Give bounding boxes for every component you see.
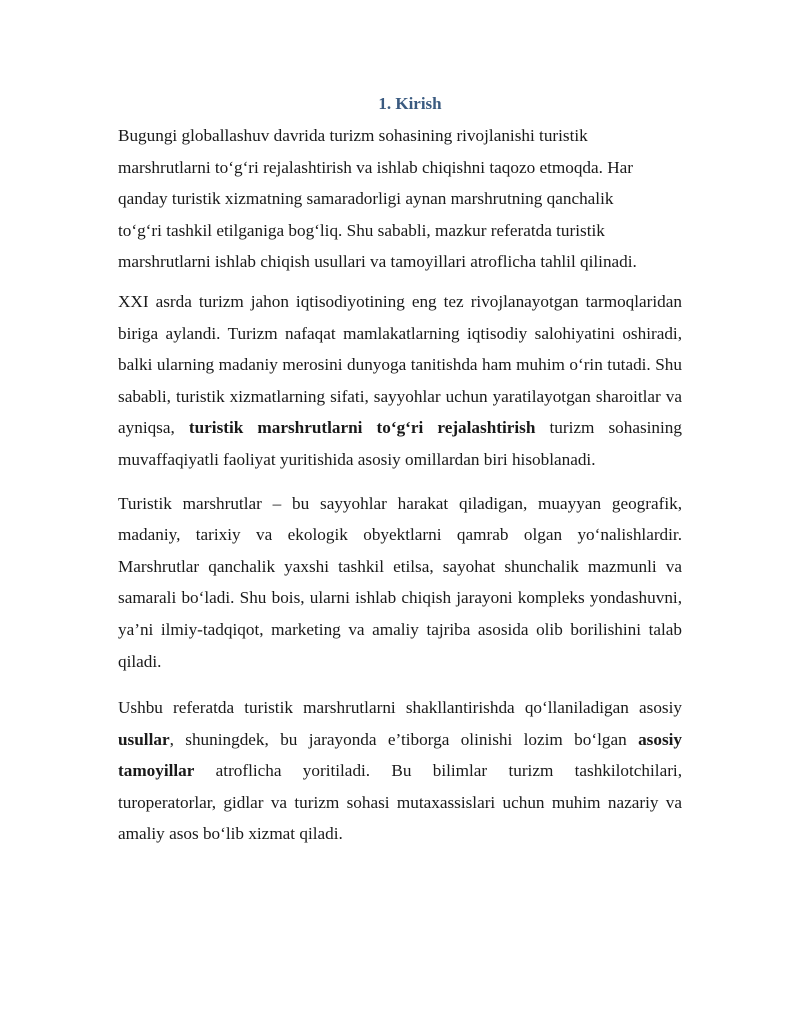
paragraph-text: atroflicha yoritiladi. Bu bilimlar turizm tashkilotchilari, turoperatorlar, gidlar va turizm sohasi mutaxassislari uchun muhim nazariy va amaliy asos bo‘lib xizmat qiladi.	[118, 761, 682, 844]
paragraph-intro	[118, 120, 682, 278]
paragraph-text: , shuningdek, bu jarayonda e’tiborga olinishi lozim bo‘lgan	[169, 729, 639, 749]
paragraph-line: qanday turistik xizmatning samaradorligi aynan marshrutning qanchalik	[118, 189, 614, 209]
paragraph-xxi-century	[118, 286, 682, 476]
section-heading: 1. Kirish	[378, 94, 442, 113]
paragraph-routes-definition: Turistik marshrutlar – bu sayyohlar harakat qiladigan, muayyan geografik, madaniy, tarixiy va ekologik obyektlarni qamrab olgan yo‘nalishlardir. Marshrutlar qanchalik yaxshi tashkil etilsa, sayohat shunchalik mazmunli va samarali bo‘ladi. Shu bois, ularni ishlab chiqish jarayoni kompleks yondashuvni, ya’ni ilmiy-tadqiqot, marketing va amaliy tajriba asosida olib borilishini talab qiladi.	[118, 493, 682, 671]
paragraph-line: marshrutlarni ishlab chiqish usullari va tamoyillari atroflicha tahlil qilinadi.	[118, 252, 637, 272]
paragraph-line: Bugungi globallashuv davrida turizm sohasining rivojlanishi turistik	[118, 126, 588, 145]
paragraph-text: Ushbu referatda turistik marshrutlarni shakllantirishda qo‘llaniladigan asosiy	[118, 698, 682, 718]
bold-phrase: usullar	[118, 729, 170, 749]
bold-phrase: asosiy tamoyillar	[118, 729, 682, 781]
paragraph-text: turizm sohasining muvaffaqiyatli faoliyat yuritishida asosiy omillardan biri hisoblanadi.	[118, 418, 682, 469]
paragraph-referat-scope	[118, 692, 682, 850]
paragraph-text: XXI asrda turizm jahon iqtisodiyotining eng tez rivojlanayotgan tarmoqlaridan biriga aylandi. Turizm nafaqat mamlakatlarning iqtisodiy salohiyatini oshiradi, balki ularning madaniy merosini dunyoga tanitishda ham muhim o‘rin tutadi. Shu sababli, turistik xizmatlarning sifati, sayyohlar uchun yaratilayotgan sharoitlar va ayniqsa,	[118, 291, 682, 438]
document-page	[118, 88, 682, 850]
paragraph-line: to‘g‘ri tashkil etilganiga bog‘liq. Shu sababli, mazkur referatda turistik	[118, 220, 605, 240]
bold-phrase: turistik marshrutlarni to‘g‘ri rejalashtirish	[188, 418, 536, 438]
paragraph-line: marshrutlarni to‘g‘ri rejalashtirish va ishlab chiqishni taqozo etmoqda. Har	[118, 157, 634, 177]
